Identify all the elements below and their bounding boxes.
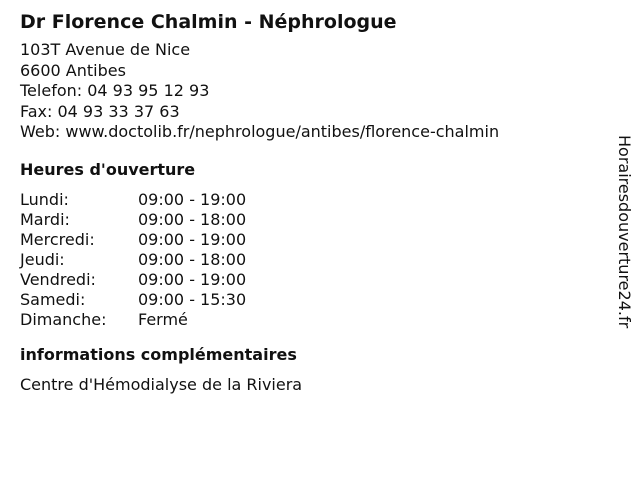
- opening-hours-heading: Heures d'ouverture: [20, 159, 196, 179]
- hours-row-monday: [20, 190, 600, 210]
- hours-day: Dimanche:: [20, 309, 107, 329]
- hours-time: Fermé: [138, 309, 188, 329]
- additional-info-text: Centre d'Hémodialyse de la Riviera: [20, 374, 303, 394]
- hours-day: Mercredi:: [20, 229, 95, 249]
- phone-number: Telefon: 04 93 95 12 93: [20, 81, 210, 100]
- hours-time: 09:00 - 19:00: [138, 229, 247, 249]
- fax-number: Fax: 04 93 33 37 63: [20, 101, 180, 121]
- hours-time: 09:00 - 18:00: [138, 209, 247, 229]
- address-street: 103T Avenue de Nice: [20, 40, 191, 59]
- additional-info-heading: informations complémentaires: [20, 344, 297, 364]
- website-url: Web: www.doctolib.fr/nephrologue/antibes/florence-chalmin: [20, 122, 500, 141]
- hours-day: Mardi:: [20, 209, 70, 229]
- hours-row-saturday: [20, 290, 600, 310]
- address-block: [20, 40, 600, 143]
- hours-time: 09:00 - 19:00: [138, 189, 247, 209]
- hours-day: Vendredi:: [20, 269, 96, 289]
- hours-row-sunday: [20, 310, 600, 330]
- hours-time: 09:00 - 19:00: [138, 269, 247, 289]
- address-city: 6600 Antibes: [20, 60, 126, 80]
- hours-row-friday: [20, 270, 600, 290]
- listing-card: [20, 10, 600, 395]
- hours-time: 09:00 - 15:30: [138, 289, 247, 309]
- page-title: Dr Florence Chalmin - Néphrologue: [20, 11, 397, 33]
- site-watermark: [614, 135, 634, 369]
- hours-day: Jeudi:: [20, 249, 65, 269]
- opening-hours-table: [20, 190, 600, 330]
- site-watermark-text: Horairesdouverture24.fr: [615, 135, 634, 329]
- hours-row-tuesday: [20, 210, 600, 230]
- hours-row-thursday: [20, 250, 600, 270]
- hours-day: Samedi:: [20, 289, 86, 309]
- hours-day: Lundi:: [20, 189, 69, 209]
- hours-time: 09:00 - 18:00: [138, 249, 247, 269]
- hours-row-wednesday: [20, 230, 600, 250]
